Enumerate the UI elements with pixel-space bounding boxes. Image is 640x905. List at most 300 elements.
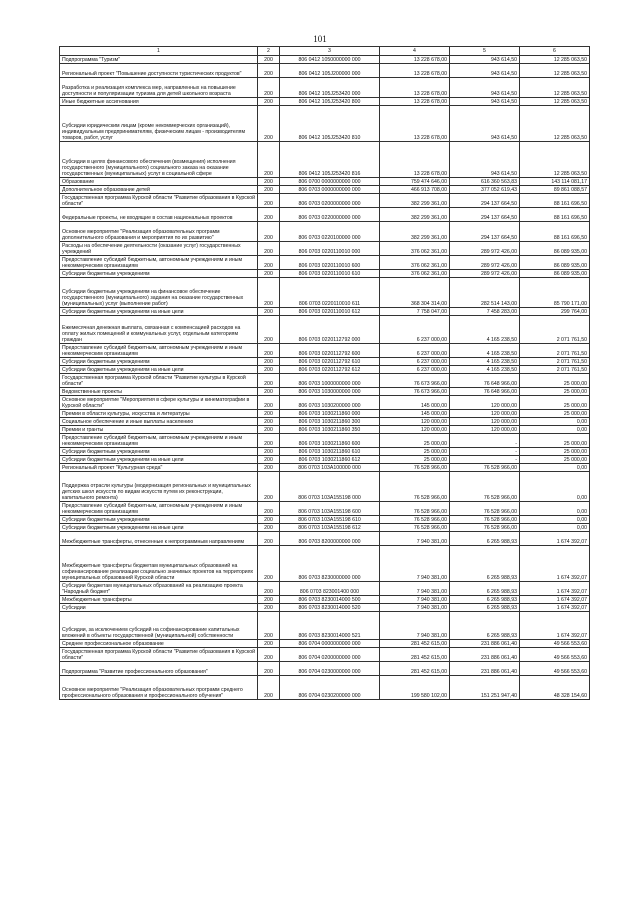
row-code-cell: 200 [258,596,280,604]
row-kbk-cell: 806 0703 103A155198 600 [280,502,380,516]
row-remaining-cell: 25 000,00 [520,434,590,448]
row-remaining-cell: 12 285 063,50 [520,56,590,64]
row-executed-cell: 120 000,00 [450,410,520,418]
table-row [60,532,590,546]
table-row [60,410,590,418]
row-approved-cell: 7 940 381,00 [380,604,450,612]
table-row [60,434,590,448]
row-executed-cell: 76 528 966,00 [450,502,520,516]
row-code-cell: 200 [258,366,280,374]
table-row [60,612,590,640]
row-name-cell: Основное мероприятие "Реализация образовательных программ дополнительного образования и мероприятия по их развитию" [60,222,258,242]
row-executed-cell: 76 528 966,00 [450,524,520,532]
table-row [60,516,590,524]
row-name-cell: Предоставление субсидий бюджетным, автономным учреждениям и иным некоммерческим организациям [60,344,258,358]
header-col-3: 3 [280,47,380,56]
row-approved-cell: 13 228 678,00 [380,56,450,64]
row-executed-cell: - [450,448,520,456]
row-approved-cell: 281 452 615,00 [380,640,450,648]
row-remaining-cell: 143 114 081,17 [520,178,590,186]
row-executed-cell: 4 165 238,50 [450,366,520,374]
row-kbk-cell: 806 0703 1030211860 600 [280,434,380,448]
row-remaining-cell: 1 674 392,07 [520,582,590,596]
table-row [60,142,590,178]
row-remaining-cell: 88 161 696,50 [520,208,590,222]
row-remaining-cell: 49 566 553,60 [520,662,590,676]
row-kbk-cell: 806 0704 0230200000 000 [280,676,380,700]
row-kbk-cell: 806 0703 0220112792 610 [280,358,380,366]
row-name-cell: Социальное обеспечение и иные выплаты населению [60,418,258,426]
row-name-cell: Субсидии юридическим лицам (кроме некоммерческих организаций), индивидуальным предпринимателям, физическим лицам - производителям товаров, работ, услуг [60,106,258,142]
row-remaining-cell: 0,00 [520,516,590,524]
table-row [60,426,590,434]
row-approved-cell: 13 228 678,00 [380,106,450,142]
row-approved-cell: 76 528 966,00 [380,502,450,516]
row-code-cell: 200 [258,106,280,142]
row-executed-cell: 76 528 966,00 [450,516,520,524]
row-kbk-cell: 806 0412 105J253420 810 [280,106,380,142]
row-remaining-cell: 2 071 761,50 [520,366,590,374]
row-code-cell: 200 [258,524,280,532]
row-code-cell: 200 [258,242,280,256]
row-approved-cell: 76 528 966,00 [380,524,450,532]
table-row [60,358,590,366]
row-code-cell: 200 [258,426,280,434]
row-code-cell: 200 [258,344,280,358]
row-name-cell: Субсидии [60,604,258,612]
table-row [60,222,590,242]
row-name-cell: Региональный проект "Повышение доступности туристических продуктов" [60,64,258,78]
row-name-cell: Субсидии бюджетам муниципальных образований на реализацию проекта "Народный бюджет" [60,582,258,596]
table-row [60,388,590,396]
row-approved-cell: 25 000,00 [380,456,450,464]
header-col-4: 4 [380,47,450,56]
table-row [60,344,590,358]
table-row [60,194,590,208]
row-approved-cell: 13 228 678,00 [380,98,450,106]
row-code-cell: 200 [258,194,280,208]
row-remaining-cell: 1 674 392,07 [520,546,590,582]
table-row [60,208,590,222]
row-remaining-cell: 1 674 392,07 [520,596,590,604]
row-executed-cell: 7 458 283,00 [450,308,520,316]
row-approved-cell: 7 940 381,00 [380,582,450,596]
header-col-1: 1 [60,47,258,56]
table-row [60,604,590,612]
row-remaining-cell: 49 566 553,60 [520,640,590,648]
row-kbk-cell: 806 0703 1030200000 000 [280,396,380,410]
row-code-cell: 200 [258,222,280,242]
row-name-cell: Дополнительное образование детей [60,186,258,194]
row-name-cell: Предоставление субсидий бюджетным, автономным учреждениям и иным некоммерческим организациям [60,256,258,270]
row-name-cell: Межбюджетные трансферты, отнесенные к непрограммным направлениям [60,532,258,546]
row-executed-cell: 231 886 061,40 [450,640,520,648]
row-approved-cell: 120 000,00 [380,418,450,426]
row-remaining-cell: 12 285 063,50 [520,64,590,78]
row-name-cell: Разработка и реализация комплекса мер, направленных на повышение доступности и популяризации туризма для детей школьного возраста [60,78,258,98]
row-executed-cell: 4 165 238,50 [450,316,520,344]
row-approved-cell: 145 000,00 [380,396,450,410]
row-code-cell: 200 [258,374,280,388]
row-kbk-cell: 806 0703 103A100000 000 [280,464,380,472]
row-remaining-cell: 89 861 088,57 [520,186,590,194]
table-row [60,662,590,676]
row-code-cell: 200 [258,456,280,464]
row-executed-cell: 943 614,50 [450,78,520,98]
row-executed-cell: 289 972 426,00 [450,242,520,256]
row-kbk-cell: 806 0704 0000000000 000 [280,640,380,648]
table-row [60,242,590,256]
row-name-cell: Иные бюджетные ассигнования [60,98,258,106]
table-row [60,640,590,648]
row-executed-cell: 294 137 664,50 [450,208,520,222]
row-code-cell: 200 [258,648,280,662]
row-executed-cell: 120 000,00 [450,396,520,410]
row-approved-cell: 466 913 708,00 [380,186,450,194]
row-kbk-cell: 806 0703 1030000000 000 [280,388,380,396]
row-executed-cell: 6 265 988,93 [450,582,520,596]
row-name-cell: Межбюджетные трансферты [60,596,258,604]
row-remaining-cell: 49 566 553,60 [520,648,590,662]
row-executed-cell: 120 000,00 [450,426,520,434]
row-name-cell: Государственная программа Курской области "Развитие образования в Курской области" [60,194,258,208]
row-executed-cell: 616 360 563,83 [450,178,520,186]
row-remaining-cell: 299 764,00 [520,308,590,316]
row-kbk-cell: 806 0412 105J253420 800 [280,98,380,106]
row-approved-cell: 13 228 678,00 [380,78,450,98]
row-name-cell: Субсидии в целях финансового обеспечения (возмещения) исполнения государственного (муниципального) социального заказа на оказание государственных (муниципальных) услуг в социальной сфере [60,142,258,178]
row-code-cell: 200 [258,546,280,582]
row-name-cell: Премии в области культуры, искусства и литературы [60,410,258,418]
budget-table [59,46,590,700]
row-remaining-cell: 86 089 935,00 [520,242,590,256]
row-name-cell: Подпрограмма "Развитие профессионального образования" [60,662,258,676]
table-row [60,464,590,472]
row-code-cell: 200 [258,270,280,278]
table-row [60,98,590,106]
row-approved-cell: 6 237 000,00 [380,316,450,344]
table-row [60,676,590,700]
row-code-cell: 200 [258,308,280,316]
row-remaining-cell: 25 000,00 [520,448,590,456]
row-code-cell: 200 [258,142,280,178]
row-remaining-cell: 25 000,00 [520,410,590,418]
row-approved-cell: 13 228 678,00 [380,142,450,178]
row-executed-cell: 4 165 238,50 [450,344,520,358]
row-kbk-cell: 806 0412 105J253420 816 [280,142,380,178]
row-approved-cell: 76 528 966,00 [380,464,450,472]
row-executed-cell: 943 614,50 [450,56,520,64]
row-approved-cell: 382 299 361,00 [380,194,450,208]
row-name-cell: Образование [60,178,258,186]
row-remaining-cell: 88 161 696,50 [520,194,590,208]
row-executed-cell: 151 251 947,40 [450,676,520,700]
row-approved-cell: 376 062 361,00 [380,270,450,278]
row-code-cell: 200 [258,178,280,186]
row-approved-cell: 281 452 615,00 [380,648,450,662]
row-code-cell: 200 [258,582,280,596]
row-remaining-cell: 0,00 [520,418,590,426]
row-approved-cell: 120 000,00 [380,426,450,434]
row-name-cell: Субсидии бюджетным учреждениям [60,358,258,366]
table-row [60,308,590,316]
row-kbk-cell: 806 0703 103A155198 610 [280,516,380,524]
table-row [60,186,590,194]
row-name-cell: Предоставление субсидий бюджетным, автономным учреждениям и иным некоммерческим организациям [60,434,258,448]
row-kbk-cell: 806 0703 0220112792 612 [280,366,380,374]
row-executed-cell: 6 265 988,93 [450,532,520,546]
row-code-cell: 200 [258,502,280,516]
row-executed-cell: 231 886 061,40 [450,648,520,662]
row-approved-cell: 25 000,00 [380,434,450,448]
row-executed-cell: 289 972 426,00 [450,270,520,278]
row-executed-cell: 120 000,00 [450,418,520,426]
row-kbk-cell: 806 0703 1030211860 000 [280,410,380,418]
row-approved-cell: 76 673 966,00 [380,388,450,396]
row-executed-cell: 943 614,50 [450,64,520,78]
row-kbk-cell: 806 0703 0220110010 610 [280,270,380,278]
row-code-cell: 200 [258,662,280,676]
row-executed-cell: - [450,434,520,448]
row-remaining-cell: 0,00 [520,464,590,472]
row-kbk-cell: 806 0412 1050000000 000 [280,56,380,64]
row-code-cell: 200 [258,56,280,64]
row-executed-cell: 282 514 143,00 [450,278,520,308]
table-row [60,448,590,456]
row-name-cell: Государственная программа Курской области "Развитие образования в Курской области" [60,648,258,662]
table-row [60,546,590,582]
row-remaining-cell: 2 071 761,50 [520,344,590,358]
row-kbk-cell: 806 0703 0220000000 000 [280,208,380,222]
table-row [60,178,590,186]
row-approved-cell: 76 528 966,00 [380,472,450,502]
row-kbk-cell: 806 0704 0200000000 000 [280,648,380,662]
row-kbk-cell: 806 0412 105J200000 000 [280,64,380,78]
row-remaining-cell: 25 000,00 [520,388,590,396]
table-row [60,374,590,388]
row-executed-cell: 943 614,50 [450,106,520,142]
row-code-cell: 200 [258,316,280,344]
row-approved-cell: 281 452 615,00 [380,662,450,676]
row-kbk-cell: 806 0703 0220110010 611 [280,278,380,308]
row-remaining-cell: 12 285 063,50 [520,142,590,178]
row-kbk-cell: 806 0703 0220112792 600 [280,344,380,358]
row-name-cell: Межбюджетные трансферты бюджетам муниципальных образований на софинансирование реализации социально значимых проектов на территориях муниципальных образований Курской области [60,546,258,582]
row-name-cell: Основное мероприятие "Мероприятия в сфере культуры и кинематографии в Курской области" [60,396,258,410]
table-row [60,270,590,278]
table-row [60,418,590,426]
row-remaining-cell: 12 285 063,50 [520,106,590,142]
row-code-cell: 200 [258,612,280,640]
row-executed-cell: 6 265 988,93 [450,604,520,612]
table-row [60,648,590,662]
row-kbk-cell: 806 0703 0200000000 000 [280,194,380,208]
row-remaining-cell: 85 790 171,00 [520,278,590,308]
row-name-cell: Субсидии бюджетным учреждениям на иные цели [60,524,258,532]
row-code-cell: 200 [258,464,280,472]
row-approved-cell: 13 228 678,00 [380,64,450,78]
row-remaining-cell: 12 285 063,50 [520,78,590,98]
row-name-cell: Среднее профессиональное образование [60,640,258,648]
row-approved-cell: 25 000,00 [380,448,450,456]
table-row [60,78,590,98]
row-name-cell: Ведомственные проекты [60,388,258,396]
row-name-cell: Расходы на обеспечение деятельности (оказание услуг) государственных учреждений [60,242,258,256]
row-name-cell: Субсидии, за исключением субсидий на софинансирование капитальных вложений в объекты государственной (муниципальной) собственности [60,612,258,640]
row-executed-cell: 76 528 966,00 [450,464,520,472]
row-remaining-cell: 0,00 [520,524,590,532]
row-code-cell: 200 [258,676,280,700]
row-name-cell: Субсидии бюджетным учреждениям на финансовое обеспечение государственного (муниципального) задания на оказание государственных (муниципальных) услуг (выполнение работ) [60,278,258,308]
row-code-cell: 200 [258,472,280,502]
row-remaining-cell: 2 071 761,50 [520,358,590,366]
row-executed-cell: 943 614,50 [450,142,520,178]
row-kbk-cell: 806 0703 1030211860 300 [280,418,380,426]
table-row [60,456,590,464]
row-code-cell: 200 [258,396,280,410]
row-approved-cell: 382 299 361,00 [380,222,450,242]
table-row [60,56,590,64]
page-number: 101 [313,34,327,44]
row-remaining-cell: 88 161 696,50 [520,222,590,242]
row-code-cell: 200 [258,256,280,270]
row-code-cell: 200 [258,186,280,194]
row-kbk-cell: 806 0703 0220100000 000 [280,222,380,242]
row-kbk-cell: 806 0703 0220110010 600 [280,256,380,270]
row-executed-cell: 294 137 664,50 [450,194,520,208]
row-name-cell: Подпрограмма "Туризм" [60,56,258,64]
row-code-cell: 200 [258,418,280,426]
row-code-cell: 200 [258,640,280,648]
row-executed-cell: 6 265 988,93 [450,612,520,640]
header-col-5: 5 [450,47,520,56]
row-remaining-cell: 25 000,00 [520,374,590,388]
row-executed-cell: 6 265 988,93 [450,596,520,604]
row-name-cell: Премии и гранты [60,426,258,434]
row-remaining-cell: 1 674 392,07 [520,612,590,640]
row-remaining-cell: 86 089 935,00 [520,270,590,278]
table-row [60,396,590,410]
row-code-cell: 200 [258,78,280,98]
header-row [60,47,590,56]
table-row [60,502,590,516]
row-approved-cell: 368 304 314,00 [380,278,450,308]
row-code-cell: 200 [258,278,280,308]
row-approved-cell: 199 580 102,00 [380,676,450,700]
row-approved-cell: 6 237 000,00 [380,366,450,374]
table-row [60,278,590,308]
row-approved-cell: 7 940 381,00 [380,532,450,546]
row-kbk-cell: 806 0703 1030211860 610 [280,448,380,456]
row-code-cell: 200 [258,448,280,456]
row-kbk-cell: 806 0704 0230000000 000 [280,662,380,676]
row-remaining-cell: 2 071 761,50 [520,316,590,344]
table-row [60,64,590,78]
row-name-cell: Ежемесячная денежная выплата, связанная с компенсацией расходов на оплату жилых помещений и коммунальных услуг, отдельным категориям граждан [60,316,258,344]
row-name-cell: Субсидии бюджетным учреждениям [60,448,258,456]
row-name-cell: Региональный проект "Культурная среда" [60,464,258,472]
header-col-6: 6 [520,47,590,56]
row-approved-cell: 6 237 000,00 [380,344,450,358]
row-remaining-cell: 0,00 [520,426,590,434]
row-kbk-cell: 806 0703 1000000000 000 [280,374,380,388]
row-kbk-cell: 806 0703 8230014000 521 [280,612,380,640]
row-remaining-cell: 0,00 [520,472,590,502]
row-executed-cell: 231 886 061,40 [450,662,520,676]
table-body [60,56,590,700]
table-row [60,472,590,502]
row-kbk-cell: 806 0703 0220112792 000 [280,316,380,344]
row-code-cell: 200 [258,516,280,524]
row-kbk-cell: 806 0703 0220110010 612 [280,308,380,316]
row-executed-cell: 294 137 664,50 [450,222,520,242]
row-kbk-cell: 806 0703 0220110010 000 [280,242,380,256]
row-approved-cell: 376 062 361,00 [380,256,450,270]
row-approved-cell: 7 758 047,00 [380,308,450,316]
row-name-cell: Поддержка отрасли культуры (модернизация региональных и муниципальных детских школ искусств по видам искусств путем их реконструкции, капитального ремонта) [60,472,258,502]
table-row [60,316,590,344]
row-executed-cell: 377 052 619,43 [450,186,520,194]
row-approved-cell: 7 940 381,00 [380,546,450,582]
row-approved-cell: 145 000,00 [380,410,450,418]
row-name-cell: Предоставление субсидий бюджетным, автономным учреждениям и иным некоммерческим организациям [60,502,258,516]
table-row [60,256,590,270]
row-remaining-cell: 25 000,00 [520,456,590,464]
row-remaining-cell: 48 328 154,60 [520,676,590,700]
row-kbk-cell: 806 0703 8230000000 000 [280,546,380,582]
row-code-cell: 200 [258,98,280,106]
row-approved-cell: 759 474 646,00 [380,178,450,186]
row-kbk-cell: 806 0703 8230014000 500 [280,596,380,604]
table-row [60,524,590,532]
row-remaining-cell: 1 674 392,07 [520,532,590,546]
row-executed-cell: 6 265 988,93 [450,546,520,582]
row-code-cell: 200 [258,358,280,366]
row-name-cell: Субсидии бюджетным учреждениям [60,270,258,278]
table-row [60,582,590,596]
row-remaining-cell: 0,00 [520,502,590,516]
row-remaining-cell: 12 285 063,50 [520,98,590,106]
row-approved-cell: 7 940 381,00 [380,596,450,604]
row-name-cell: Государственная программа Курской области "Развитие культуры в Курской области" [60,374,258,388]
row-kbk-cell: 806 0703 1030211860 612 [280,456,380,464]
row-kbk-cell: 806 0703 0000000000 000 [280,186,380,194]
row-executed-cell: 76 648 966,00 [450,374,520,388]
row-remaining-cell: 25 000,00 [520,396,590,410]
table-row [60,366,590,374]
row-kbk-cell: 806 0703 8200000000 000 [280,532,380,546]
row-kbk-cell: 806 0703 1030211860 350 [280,426,380,434]
row-name-cell: Субсидии бюджетным учреждениям на иные цели [60,366,258,374]
row-name-cell: Основное мероприятие "Реализация образовательных программ среднего профессионального образования и профессионального обучения" [60,676,258,700]
row-approved-cell: 76 673 966,00 [380,374,450,388]
row-name-cell: Субсидии бюджетным учреждениям на иные цели [60,308,258,316]
row-executed-cell: 76 648 966,00 [450,388,520,396]
row-code-cell: 200 [258,410,280,418]
row-remaining-cell: 86 089 935,00 [520,256,590,270]
row-executed-cell: - [450,456,520,464]
table-row [60,596,590,604]
row-executed-cell: 4 165 238,50 [450,358,520,366]
row-kbk-cell: 806 0703 8230014000 520 [280,604,380,612]
row-code-cell: 200 [258,434,280,448]
row-approved-cell: 76 528 966,00 [380,516,450,524]
header-col-2: 2 [258,47,280,56]
row-approved-cell: 7 940 381,00 [380,612,450,640]
row-executed-cell: 289 972 426,00 [450,256,520,270]
row-kbk-cell: 806 0703 103A155198 612 [280,524,380,532]
row-code-cell: 200 [258,604,280,612]
